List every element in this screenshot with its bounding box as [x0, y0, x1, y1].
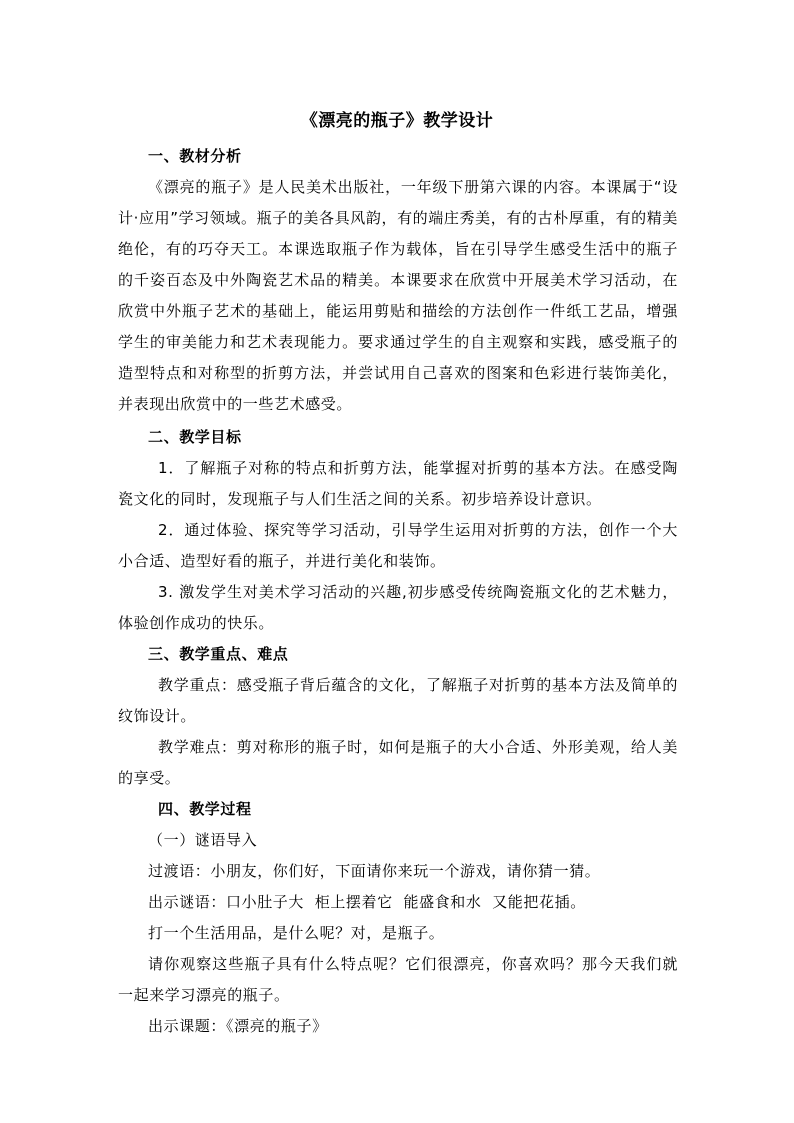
section-heading-3: 三、教学重点、难点 [148, 645, 289, 663]
section-heading-4: 四、教学过程 [158, 800, 252, 818]
paragraph-goal-2: 2．通过体验、探究等学习活动，引导学生运用对折剪的方法，创作一个大小合适、造型好看的瓶子，并进行美化和装饰。 [118, 521, 678, 570]
paragraph-topic: 出示课题：《漂亮的瓶子》 [148, 1017, 328, 1035]
paragraph-answer: 打一个生活用品，是什么呢？对，是瓶子。 [148, 924, 445, 942]
paragraph-goal-1: 1．了解瓶子对称的特点和折剪方法，能掌握对折剪的基本方法。在感受陶瓷文化的同时，发现瓶子与人们生活之间的关系。初步培养设计意识。 [118, 459, 678, 508]
section-heading-2: 二、教学目标 [148, 428, 242, 446]
document-title: 《漂亮的瓶子》教学设计 [300, 111, 494, 131]
paragraph-riddle: 出示谜语：口小肚子大 柜上摆着它 能盛食和水 又能把花插。 [148, 893, 586, 911]
paragraph-analysis: 《漂亮的瓶子》是人民美术出版社，一年级下册第六课的内容。本课属于“设计·应用”学习领域。瓶子的美各具风韵，有的端庄秀美，有的古朴厚重，有的精美绝伦，有的巧夺天工。本课选取瓶子作为载体，旨在引导学生感受生活中的瓶子的千姿百态及中外陶瓷艺术品的精美。本课要求在欣赏中开展美术学习活动，在欣赏中外瓶子艺术的基础上，能运用剪贴和描绘的方法创作一件纸工艺品，增强学生的审美能力和艺术表现能力。要求通过学生的自主观察和实践，感受瓶子的造型特点和对称型的折剪方法，并尝试用自己喜欢的图案和色彩进行装饰美化，并表现出欣赏中的一些艺术感受。 [118, 178, 678, 413]
paragraph-difficulty: 教学难点：剪对称形的瓶子时，如何是瓶子的大小合适、外形美观，给人美的享受。 [118, 738, 678, 787]
section-heading-1: 一、教材分析 [148, 147, 242, 165]
paragraph-key-point: 教学重点：感受瓶子背后蕴含的文化，了解瓶子对折剪的基本方法及简单的纹饰设计。 [118, 676, 678, 725]
paragraph-transition: 过渡语：小朋友，你们好，下面请你来玩一个游戏，请你猜一猜。 [148, 862, 601, 880]
paragraph-goal-3: 3. 激发学生对美术学习活动的兴趣,初步感受传统陶瓷瓶文化的艺术魅力，体验创作成功的快乐。 [118, 583, 678, 632]
paragraph-observe: 请你观察这些瓶子具有什么特点呢？它们很漂亮，你喜欢吗？那今天我们就一起来学习漂亮的瓶子。 [118, 955, 678, 1004]
document-body [118, 141, 678, 1042]
subsection-heading-1: （一）谜语导入 [148, 831, 258, 849]
